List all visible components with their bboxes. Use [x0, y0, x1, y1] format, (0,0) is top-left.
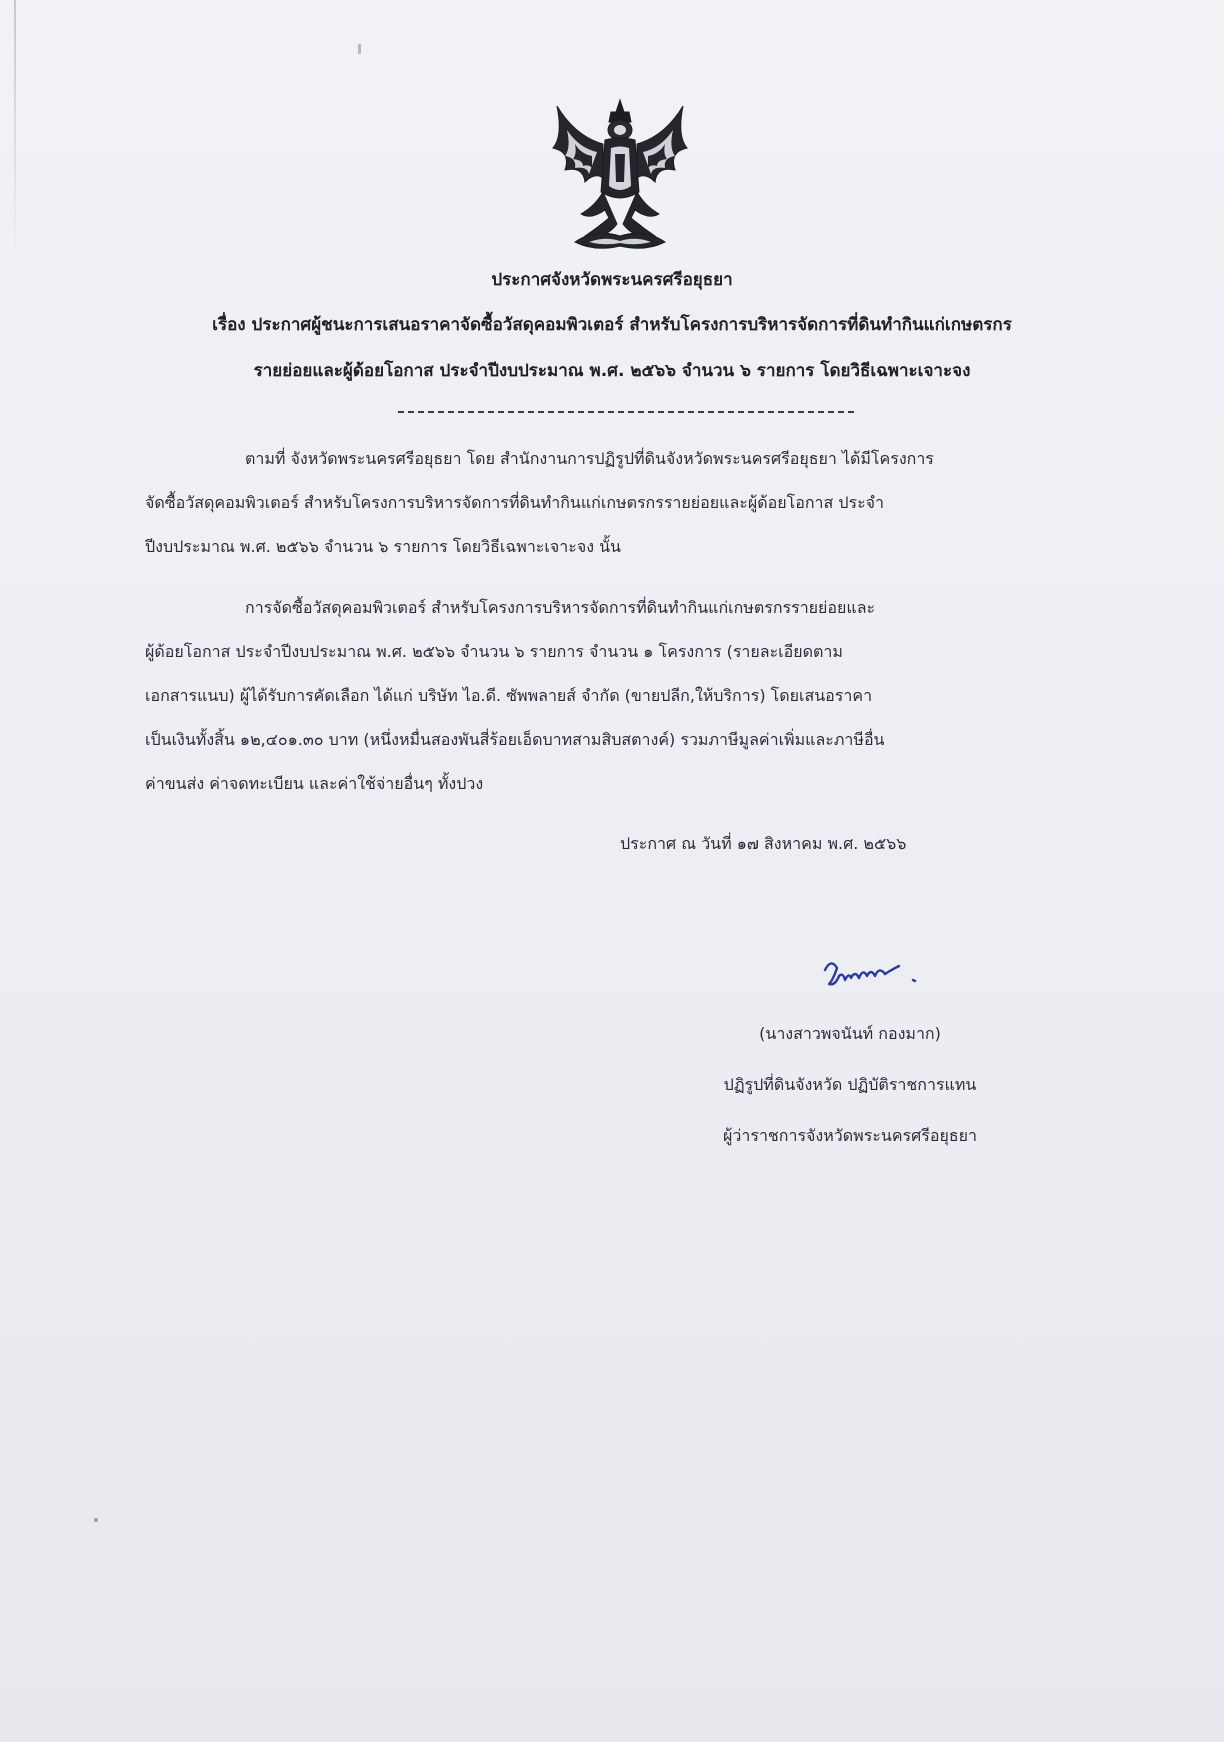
scan-speck — [94, 1518, 98, 1522]
scan-edge — [14, 0, 16, 260]
paragraph-2-line: เอกสารแนบ) ผู้ได้รับการคัดเลือก ได้แก่ บริษัท ไอ.ดี. ซัพพลายส์ จำกัด (ขายปลีก,ให้บริการ) โดยเสนอราคา — [145, 686, 873, 705]
paragraph-1-line: จัดซื้อวัสดุคอมพิวเตอร์ สำหรับโครงการบริหารจัดการที่ดินทำกินแก่เกษตรกรรายย่อยและผู้ด้อยโอกาส ประจำ — [145, 493, 885, 512]
subject-line-1: เรื่อง ประกาศผู้ชนะการเสนอราคาจัดซื้อวัสดุคอมพิวเตอร์ สำหรับโครงการบริหารจัดการที่ดินทำกินแก่เกษตรกร — [212, 315, 1012, 335]
announcement-date: ประกาศ ณ วันที่ ๑๗ สิงหาคม พ.ศ. ๒๕๖๖ — [620, 834, 907, 853]
garuda-emblem-icon — [545, 96, 695, 256]
divider — [398, 411, 854, 413]
scan-speck — [358, 44, 361, 54]
signatory-position: ปฏิรูปที่ดินจังหวัด ปฏิบัติราชการแทน — [723, 1075, 977, 1094]
signatory-name: (นางสาวพจนันท์ กองมาก) — [759, 1024, 941, 1043]
paragraph-2-line: ค่าขนส่ง ค่าจดทะเบียน และค่าใช้จ่ายอื่นๆ ทั้งปวง — [145, 774, 484, 793]
paragraph-2 — [145, 586, 1075, 806]
handwritten-signature-icon — [815, 950, 935, 1010]
paragraph-2-line: ผู้ด้อยโอกาส ประจำปีงบประมาณ พ.ศ. ๒๕๖๖ จำนวน ๖ รายการ จำนวน ๑ โครงการ (รายละเอียดตาม — [145, 642, 843, 661]
paragraph-2-line: การจัดซื้อวัสดุคอมพิวเตอร์ สำหรับโครงการบริหารจัดการที่ดินทำกินแก่เกษตรกรรายย่อยและ — [245, 598, 876, 617]
paragraph-1-line: ตามที่ จังหวัดพระนครศรีอยุธยา โดย สำนักงานการปฏิรูปที่ดินจังหวัดพระนครศรีอยุธยา ได้มีโครงการ — [245, 449, 934, 468]
paragraph-1 — [145, 437, 1075, 569]
signatory-title: ผู้ว่าราชการจังหวัดพระนครศรีอยุธยา — [723, 1126, 977, 1145]
paragraph-1-line: ปีงบประมาณ พ.ศ. ๒๕๖๖ จำนวน ๖ รายการ โดยวิธีเฉพาะเจาะจง นั้น — [145, 537, 621, 556]
agency-title: ประกาศจังหวัดพระนครศรีอยุธยา — [491, 270, 733, 290]
subject-line-2: รายย่อยและผู้ด้อยโอกาส ประจำปีงบประมาณ พ.ศ. ๒๕๖๖ จำนวน ๖ รายการ โดยวิธีเฉพาะเจาะจง — [253, 361, 971, 381]
paragraph-2-line: เป็นเงินทั้งสิ้น ๑๒,๔๐๑.๓๐ บาท (หนึ่งหมื่นสองพันสี่ร้อยเอ็ดบาทสามสิบสตางค์) รวมภาษีมูลค่าเพิ่มและภาษีอื่น — [145, 730, 885, 749]
